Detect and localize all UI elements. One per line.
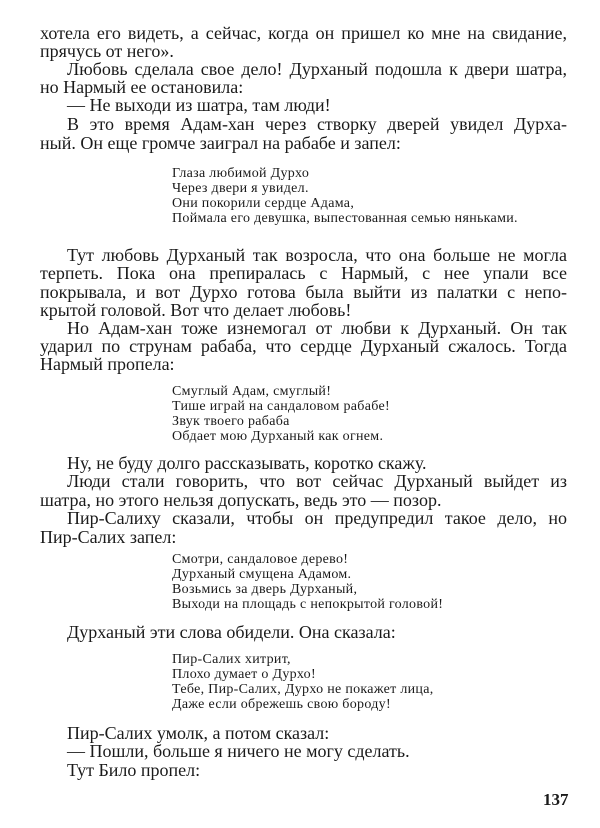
text-line: Ну, не буду долго рассказывать, коротко скажу. <box>67 453 427 473</box>
verse-line: Плохо думает о Дурхо! <box>172 667 316 682</box>
text-line: — Пошли, больше я ничего не могу сделать. <box>67 741 410 761</box>
text-line: — Не выходи из шатра, там люди! <box>67 95 331 115</box>
text-line: Любовь сделала свое дело! Дурханый подошла к двери шатра, <box>67 59 567 79</box>
text-line: Люди стали говорить, что вот сейчас Дурханый выйдет из <box>67 471 567 491</box>
verse-line: Выходи на площадь с непокрытой головой! <box>172 597 444 612</box>
verse-line: Через двери я увидел. <box>172 181 309 196</box>
verse-line: Поймала его девушка, выпестованная семью няньками. <box>172 211 518 226</box>
verse-line: Тебе, Пир-Салих, Дурхо не покажет лица, <box>172 682 434 697</box>
text-line: прячусь от него». <box>40 41 174 61</box>
verse-line: Пир-Салих хитрит, <box>172 652 291 667</box>
text-line: Пир-Салиху сказали, чтобы он предупредил такое дело, но <box>67 508 567 528</box>
text-line: Тут любовь Дурханый так возросла, что она больше не могла <box>67 245 567 265</box>
text-line: В это время Адам-хан через створку дверей увидел Дурха- <box>67 114 567 134</box>
verse-line: Звук твоего рабаба <box>172 414 290 429</box>
text-line: хотела его видеть, а сейчас, когда он пришел ко мне на свидание, <box>40 23 567 43</box>
verse-line: Глаза любимой Дурхо <box>172 166 310 181</box>
verse-line: Даже если обрежешь свою бороду! <box>172 697 391 712</box>
verse-line: Возьмись за дверь Дурханый, <box>172 582 358 597</box>
text-line: Тут Било пропел: <box>67 760 201 780</box>
text-line: покрывала, и вот Дурхо готова была выйти из палатки с непо- <box>40 282 567 302</box>
verse-line: Они покорили сердце Адама, <box>172 196 355 211</box>
verse-line: Обдает мою Дурханый как огнем. <box>172 429 384 444</box>
text-line: крытой головой. Вот что делает любовь! <box>40 300 352 320</box>
verse-line: Дурханый смущена Адамом. <box>172 567 352 582</box>
verse-line: Смуглый Адам, смуглый! <box>172 384 332 399</box>
text-line: ударил по струнам рабаба, что сердце Дурханый сжалось. Тогда <box>40 336 567 356</box>
text-line: Нармый пропела: <box>40 354 175 374</box>
text-line: Пир-Салих умолк, а потом сказал: <box>67 723 330 743</box>
verse-line: Смотри, сандаловое дерево! <box>172 552 349 567</box>
text-line: терпеть. Пока она препиралась с Нармый, с нее упали все <box>40 263 567 283</box>
text-line: Пир-Салих запел: <box>40 527 177 547</box>
text-line: шатра, но этого нельзя допускать, ведь это — позор. <box>40 490 442 510</box>
page-number: 137 <box>543 790 569 809</box>
text-line: ный. Он еще громче заиграл на рабабе и запел: <box>40 133 401 153</box>
verse-line: Тише играй на сандаловом рабабе! <box>172 399 390 414</box>
text-line: Дурханый эти слова обидели. Она сказала: <box>67 622 396 642</box>
text-line: но Нармый ее остановила: <box>40 77 244 97</box>
text-line: Но Адам-хан тоже изнемогал от любви к Дурханый. Он так <box>67 318 567 338</box>
